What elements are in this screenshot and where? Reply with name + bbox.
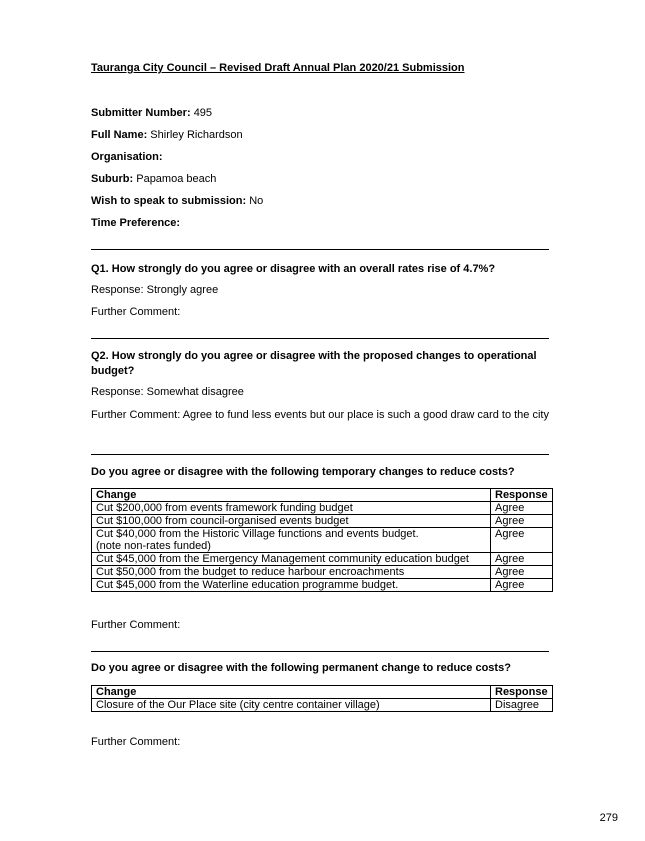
- organisation-label: Organisation:: [91, 151, 163, 163]
- q1-comment: Further Comment:: [91, 306, 181, 318]
- response-cell: Agree: [491, 566, 553, 579]
- change-cell-multiline: [92, 528, 491, 553]
- q1-question: Q1. How strongly do you agree or disagree with an overall rates rise of 4.7%?: [91, 263, 496, 275]
- temporary-question: Do you agree or disagree with the following temporary changes to reduce costs?: [91, 466, 515, 478]
- time-preference-field: [91, 217, 180, 229]
- document-title: Tauranga City Council – Revised Draft Annual Plan 2020/21 Submission: [91, 62, 465, 74]
- q2-comment: Further Comment: Agree to fund less events but our place is such a good draw card to the city: [91, 409, 549, 421]
- table-header-row: [92, 686, 553, 699]
- table-row: [92, 515, 553, 528]
- q1-response: Response: Strongly agree: [91, 284, 219, 296]
- suburb-value: Papamoa beach: [136, 173, 217, 185]
- table-row: [92, 553, 553, 566]
- table-row: [92, 502, 553, 515]
- page-number: 279: [599, 812, 618, 824]
- section-divider: [91, 454, 549, 455]
- q2-question: Q2. How strongly do you agree or disagree with the proposed changes to operational budget?: [91, 350, 537, 377]
- table-row: [92, 579, 553, 592]
- table-header-row: [92, 489, 553, 502]
- wish-to-speak-value: No: [249, 195, 264, 207]
- section-divider: [91, 249, 549, 250]
- response-cell: Agree: [491, 528, 553, 553]
- table-row: [92, 528, 553, 553]
- response-cell: Agree: [491, 579, 553, 592]
- permanent-question: Do you agree or disagree with the following permanent change to reduce costs?: [91, 662, 511, 674]
- permanent-comment: Further Comment:: [91, 736, 181, 748]
- section-divider: [91, 338, 549, 339]
- change-header: Change: [92, 489, 491, 502]
- submitter-number-value: 495: [193, 107, 213, 119]
- table-row: [92, 699, 553, 712]
- response-cell: Disagree: [491, 699, 553, 712]
- change-cell: Closure of the Our Place site (city centre container village): [92, 699, 491, 712]
- q2-response: Response: Somewhat disagree: [91, 386, 244, 398]
- change-note: (note non-rates funded): [96, 540, 211, 552]
- change-cell: Cut $50,000 from the budget to reduce harbour encroachments: [92, 566, 491, 579]
- organisation-field: [91, 151, 163, 163]
- full-name-value: Shirley Richardson: [150, 129, 243, 141]
- submitter-number-label: Submitter Number:: [91, 107, 191, 119]
- response-cell: Agree: [491, 515, 553, 528]
- change-cell: Cut $45,000 from the Waterline education programme budget.: [92, 579, 491, 592]
- full-name-label: Full Name:: [91, 129, 148, 141]
- section-divider: [91, 651, 549, 652]
- change-cell: Cut $45,000 from the Emergency Management community education budget: [92, 553, 491, 566]
- temporary-changes-table: [91, 488, 553, 592]
- permanent-change-table: [91, 685, 553, 712]
- submitter-number-field: [91, 107, 212, 119]
- wish-to-speak-label: Wish to speak to submission:: [91, 195, 247, 207]
- response-cell: Agree: [491, 502, 553, 515]
- suburb-field: [91, 173, 216, 185]
- time-preference-label: Time Preference:: [91, 217, 181, 229]
- change-cell: Cut $100,000 from council-organised events budget: [92, 515, 491, 528]
- change-header: Change: [92, 686, 491, 699]
- wish-to-speak-field: [91, 195, 263, 207]
- full-name-field: [91, 129, 243, 141]
- change-text: Cut $40,000 from the Historic Village functions and events budget.: [96, 528, 419, 540]
- table-row: [92, 566, 553, 579]
- response-header: Response: [491, 489, 553, 502]
- temporary-comment: Further Comment:: [91, 619, 181, 631]
- suburb-label: Suburb:: [91, 173, 134, 185]
- response-header: Response: [491, 686, 553, 699]
- change-cell: Cut $200,000 from events framework funding budget: [92, 502, 491, 515]
- response-cell: Agree: [491, 553, 553, 566]
